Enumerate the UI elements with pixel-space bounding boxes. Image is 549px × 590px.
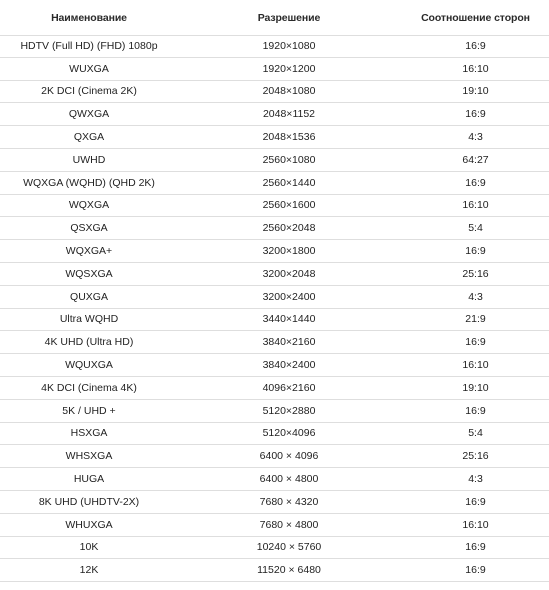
table-header-row	[0, 0, 549, 35]
cell-aspect-ratio: 16:9	[465, 108, 486, 121]
cell-name: WQUXGA	[65, 359, 113, 372]
cell-resolution: 3440×1440	[262, 313, 316, 326]
cell-resolution: 2048×1080	[262, 85, 316, 98]
cell-aspect-ratio: 5:4	[468, 222, 483, 235]
cell-name: HUGA	[73, 473, 105, 486]
cell-name: WQSXGA	[65, 267, 113, 280]
table-row	[0, 103, 549, 126]
cell-name: WQXGA+	[65, 245, 113, 258]
cell-resolution: 5120×4096	[262, 427, 316, 440]
cell-resolution: 2048×1536	[262, 131, 316, 144]
table-row	[0, 377, 549, 400]
table-row	[0, 445, 549, 468]
cell-resolution: 3840×2400	[262, 359, 316, 372]
cell-aspect-ratio: 4:3	[468, 131, 483, 144]
cell-aspect-ratio: 16:10	[462, 62, 489, 75]
table-row	[0, 514, 549, 537]
table-row	[0, 468, 549, 491]
cell-name: 12K	[79, 564, 99, 577]
cell-resolution: 1920×1200	[262, 62, 316, 75]
cell-name: QWXGA	[68, 108, 110, 121]
cell-resolution: 7680 × 4800	[259, 518, 319, 531]
cell-resolution: 2048×1152	[262, 108, 316, 121]
cell-aspect-ratio: 16:9	[465, 40, 486, 53]
cell-name: WQXGA	[68, 199, 110, 212]
cell-name: 4K UHD (Ultra HD)	[44, 336, 134, 349]
cell-resolution: 3200×2400	[262, 290, 316, 303]
cell-aspect-ratio: 25:16	[462, 450, 489, 463]
cell-name: HSXGA	[70, 427, 108, 440]
table-row	[0, 149, 549, 172]
cell-resolution: 10240 × 5760	[256, 541, 322, 554]
cell-name: 10K	[79, 541, 99, 554]
cell-resolution: 2560×1080	[262, 153, 316, 166]
cell-resolution: 3200×1800	[262, 245, 316, 258]
header-aspect-ratio: Соотношение сторон	[421, 11, 530, 24]
table-row	[0, 263, 549, 286]
table-row	[0, 35, 549, 58]
cell-aspect-ratio: 16:9	[465, 176, 486, 189]
cell-name: 5K / UHD +	[62, 404, 116, 417]
cell-name: 4K DCI (Cinema 4K)	[41, 381, 137, 394]
cell-aspect-ratio: 16:9	[465, 404, 486, 417]
cell-name: WUXGA	[69, 62, 109, 75]
table-row	[0, 286, 549, 309]
table-row	[0, 81, 549, 104]
table-row	[0, 559, 549, 582]
cell-name: 2K DCI (Cinema 2K)	[41, 85, 137, 98]
cell-aspect-ratio: 21:9	[465, 313, 486, 326]
cell-aspect-ratio: 25:16	[462, 267, 489, 280]
table-row	[0, 400, 549, 423]
cell-name: Ultra WQHD	[59, 313, 119, 326]
cell-resolution: 7680 × 4320	[259, 495, 319, 508]
cell-aspect-ratio: 16:10	[462, 199, 489, 212]
table-row	[0, 491, 549, 514]
table-row	[0, 537, 549, 560]
table-row	[0, 126, 549, 149]
cell-name: QUXGA	[70, 290, 108, 303]
cell-name: UWHD	[72, 153, 106, 166]
table-row	[0, 195, 549, 218]
cell-aspect-ratio: 64:27	[462, 153, 489, 166]
cell-resolution: 3200×2048	[262, 267, 316, 280]
table-body	[0, 35, 549, 582]
table-row	[0, 309, 549, 332]
cell-name: WHSXGA	[65, 450, 113, 463]
cell-resolution: 6400 × 4800	[259, 473, 319, 486]
cell-aspect-ratio: 19:10	[462, 85, 489, 98]
cell-aspect-ratio: 16:9	[465, 541, 486, 554]
cell-resolution: 6400 × 4096	[259, 450, 319, 463]
cell-resolution: 2560×2048	[262, 222, 316, 235]
header-resolution: Разрешение	[257, 11, 321, 24]
cell-name: HDTV (Full HD) (FHD) 1080p	[20, 40, 158, 53]
cell-resolution: 3840×2160	[262, 336, 316, 349]
cell-resolution: 5120×2880	[262, 404, 316, 417]
cell-aspect-ratio: 16:10	[462, 518, 489, 531]
cell-aspect-ratio: 4:3	[468, 473, 483, 486]
table-row	[0, 58, 549, 81]
cell-resolution: 2560×1600	[262, 199, 316, 212]
cell-aspect-ratio: 16:9	[465, 245, 486, 258]
cell-aspect-ratio: 16:10	[462, 359, 489, 372]
table-row	[0, 172, 549, 195]
table-row	[0, 240, 549, 263]
cell-aspect-ratio: 16:9	[465, 495, 486, 508]
table-row	[0, 423, 549, 446]
cell-aspect-ratio: 5:4	[468, 427, 483, 440]
cell-name: 8K UHD (UHDTV-2X)	[38, 495, 140, 508]
cell-resolution: 1920×1080	[262, 40, 316, 53]
cell-name: QSXGA	[70, 222, 108, 235]
cell-aspect-ratio: 19:10	[462, 381, 489, 394]
cell-name: WQXGA (WQHD) (QHD 2K)	[23, 176, 155, 189]
cell-name: QXGA	[73, 131, 105, 144]
table-row	[0, 331, 549, 354]
cell-aspect-ratio: 4:3	[468, 290, 483, 303]
cell-name: WHUXGA	[65, 518, 113, 531]
cell-resolution: 11520 × 6480	[257, 564, 321, 577]
header-name: Наименование	[51, 11, 127, 24]
cell-aspect-ratio: 16:9	[465, 564, 486, 577]
cell-resolution: 4096×2160	[262, 381, 316, 394]
table-row	[0, 354, 549, 377]
cell-aspect-ratio: 16:9	[465, 336, 486, 349]
cell-resolution: 2560×1440	[262, 176, 316, 189]
table-row	[0, 217, 549, 240]
